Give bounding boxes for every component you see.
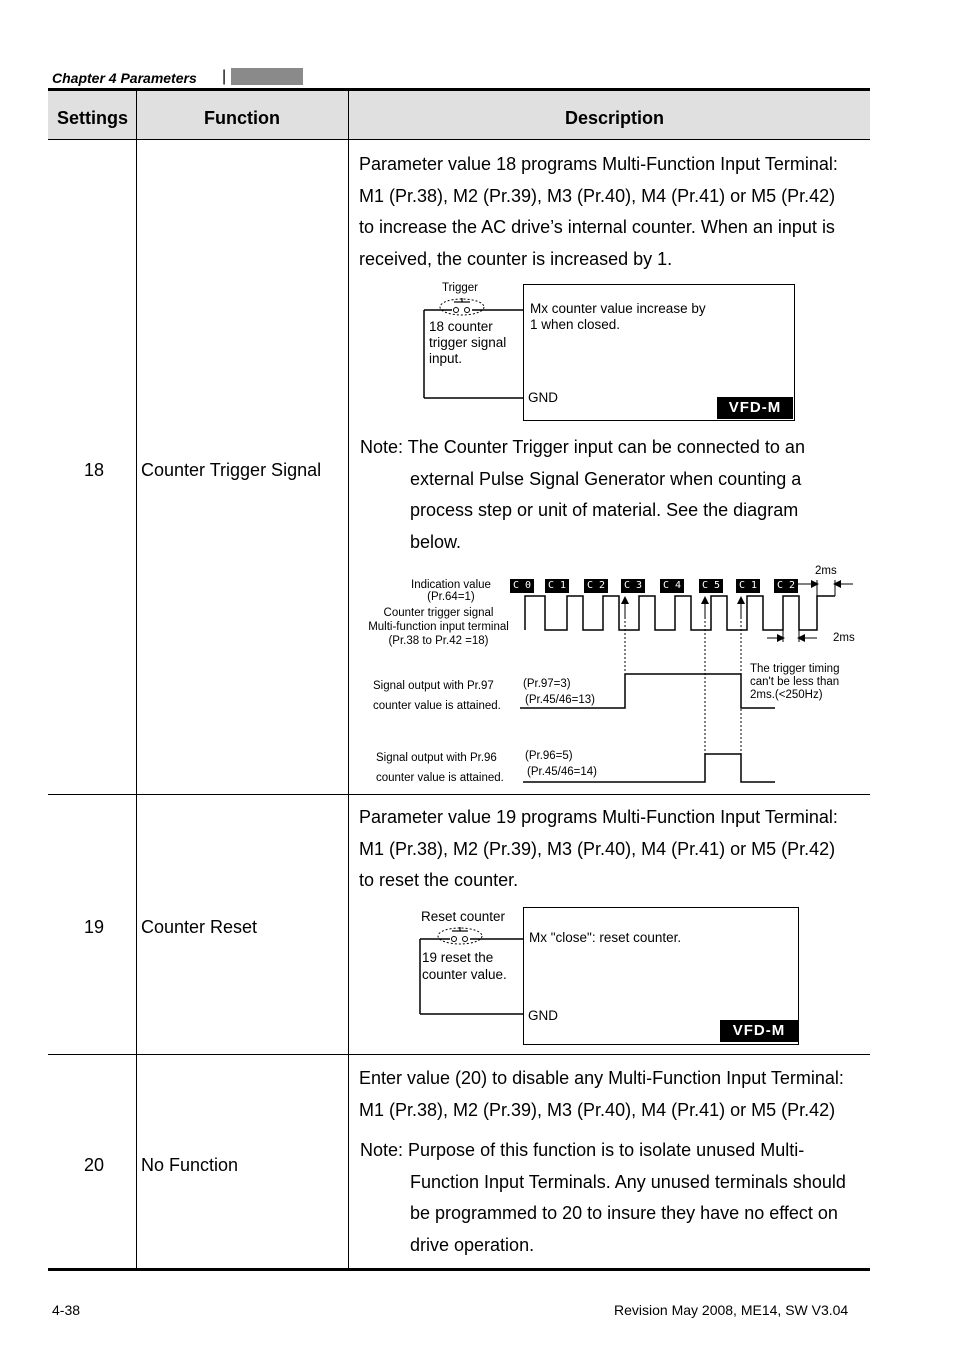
setting-value: 19 <box>84 917 105 937</box>
header-separator: | <box>222 68 227 85</box>
vfd-m-logo <box>231 68 303 85</box>
wiring-left-text: 18 counter trigger signal input. <box>429 319 507 366</box>
function-name: Counter Reset <box>141 917 258 937</box>
gnd-label: GND <box>528 390 558 405</box>
counter-display: C 0 <box>510 579 534 593</box>
counter-display: C 1 <box>736 579 760 593</box>
counter-timing-diagram <box>355 562 865 790</box>
counter-display: C 1 <box>545 579 569 593</box>
chapter-title: Chapter 4 Parameters <box>52 70 197 86</box>
counter-display: C 2 <box>774 579 798 593</box>
indication-value-label: Indication value (Pr.64=1) <box>411 579 491 603</box>
counter-display: C 4 <box>660 579 684 593</box>
table-header <box>48 91 870 140</box>
setting-value: 20 <box>84 1155 105 1175</box>
counter-reset-wiring-diagram <box>418 903 803 1048</box>
column-header-function: Function <box>204 108 280 128</box>
gnd-label: GND <box>528 1008 558 1023</box>
pr96-signal-label: Signal output with Pr.96 counter value is attained. <box>376 752 504 784</box>
pr97-params: (Pr.97=3) (Pr.45/46=13) <box>523 678 596 706</box>
row-divider <box>48 1054 870 1055</box>
column-divider <box>136 91 137 1270</box>
pr97-signal-label: Signal output with Pr.97 counter value is attained. <box>373 680 501 712</box>
wiring-left-text: 19 reset the counter value. <box>422 950 507 982</box>
counter-display: C 5 <box>699 579 723 593</box>
vfd-m-badge: VFD-M <box>720 1020 798 1042</box>
function-name: Counter Trigger Signal <box>141 460 322 480</box>
pr96-params: (Pr.96=5) (Pr.45/46=14) <box>525 750 598 778</box>
revision-info: Revision May 2008, ME14, SW V3.04 <box>614 1302 849 1318</box>
note-text: Note: Purpose of this function is to isolate unused Multi- Function Input Terminals. Any unused terminals should be programmed to 20 to insure they have no effect on drive operation. <box>360 1140 846 1255</box>
column-divider <box>348 91 349 1270</box>
description-text: Enter value (20) to disable any Multi-Function Input Terminal: M1 (Pr.38), M2 (Pr.39), M3 (Pr.40), M4 (Pr.41) or M5 (Pr.42) <box>359 1068 844 1120</box>
switch-label: Reset counter <box>421 909 506 924</box>
counter-trigger-wiring-diagram <box>420 280 800 425</box>
two-ms-bottom-label: 2ms <box>833 632 855 644</box>
page-number: 4-38 <box>52 1302 81 1318</box>
column-header-description: Description <box>565 108 665 128</box>
terminal-description: Mx counter value increase by 1 when closed. <box>530 301 706 332</box>
note-text: Note: The Counter Trigger input can be connected to an external Pulse Signal Generator when counting a process step or unit of material. See the diagram below. <box>360 437 805 552</box>
vfd-m-badge: VFD-M <box>717 397 793 419</box>
description-text: Parameter value 18 programs Multi-Function Input Terminal: M1 (Pr.38), M2 (Pr.39), M3 (Pr.40), M4 (Pr.41) or M5 (Pr.42) to increase the AC drive’s internal counter. When an input is received, the counter is increased by 1. <box>359 154 838 269</box>
terminal-description: Mx "close": reset counter. <box>529 930 682 945</box>
row-divider <box>48 794 870 795</box>
counter-display-values <box>510 579 810 595</box>
table-bottom-rule <box>48 1268 870 1271</box>
setting-value: 18 <box>84 460 105 480</box>
two-ms-top-label: 2ms <box>815 565 837 577</box>
switch-label: Trigger <box>442 282 478 294</box>
column-header-settings: Settings <box>57 108 129 128</box>
trigger-signal-label: Counter trigger signal Multi-function input terminal (Pr.38 to Pr.42 =18) <box>368 607 509 647</box>
function-name: No Function <box>141 1155 239 1175</box>
counter-display: C 3 <box>621 579 645 593</box>
description-text: Parameter value 19 programs Multi-Function Input Terminal: M1 (Pr.38), M2 (Pr.39), M3 (Pr.40), M4 (Pr.41) or M5 (Pr.42) to reset the counter. <box>359 807 838 890</box>
trigger-timing-note: The trigger timing can't be less than 2ms.(<250Hz) <box>750 663 840 701</box>
counter-display: C 2 <box>584 579 608 593</box>
